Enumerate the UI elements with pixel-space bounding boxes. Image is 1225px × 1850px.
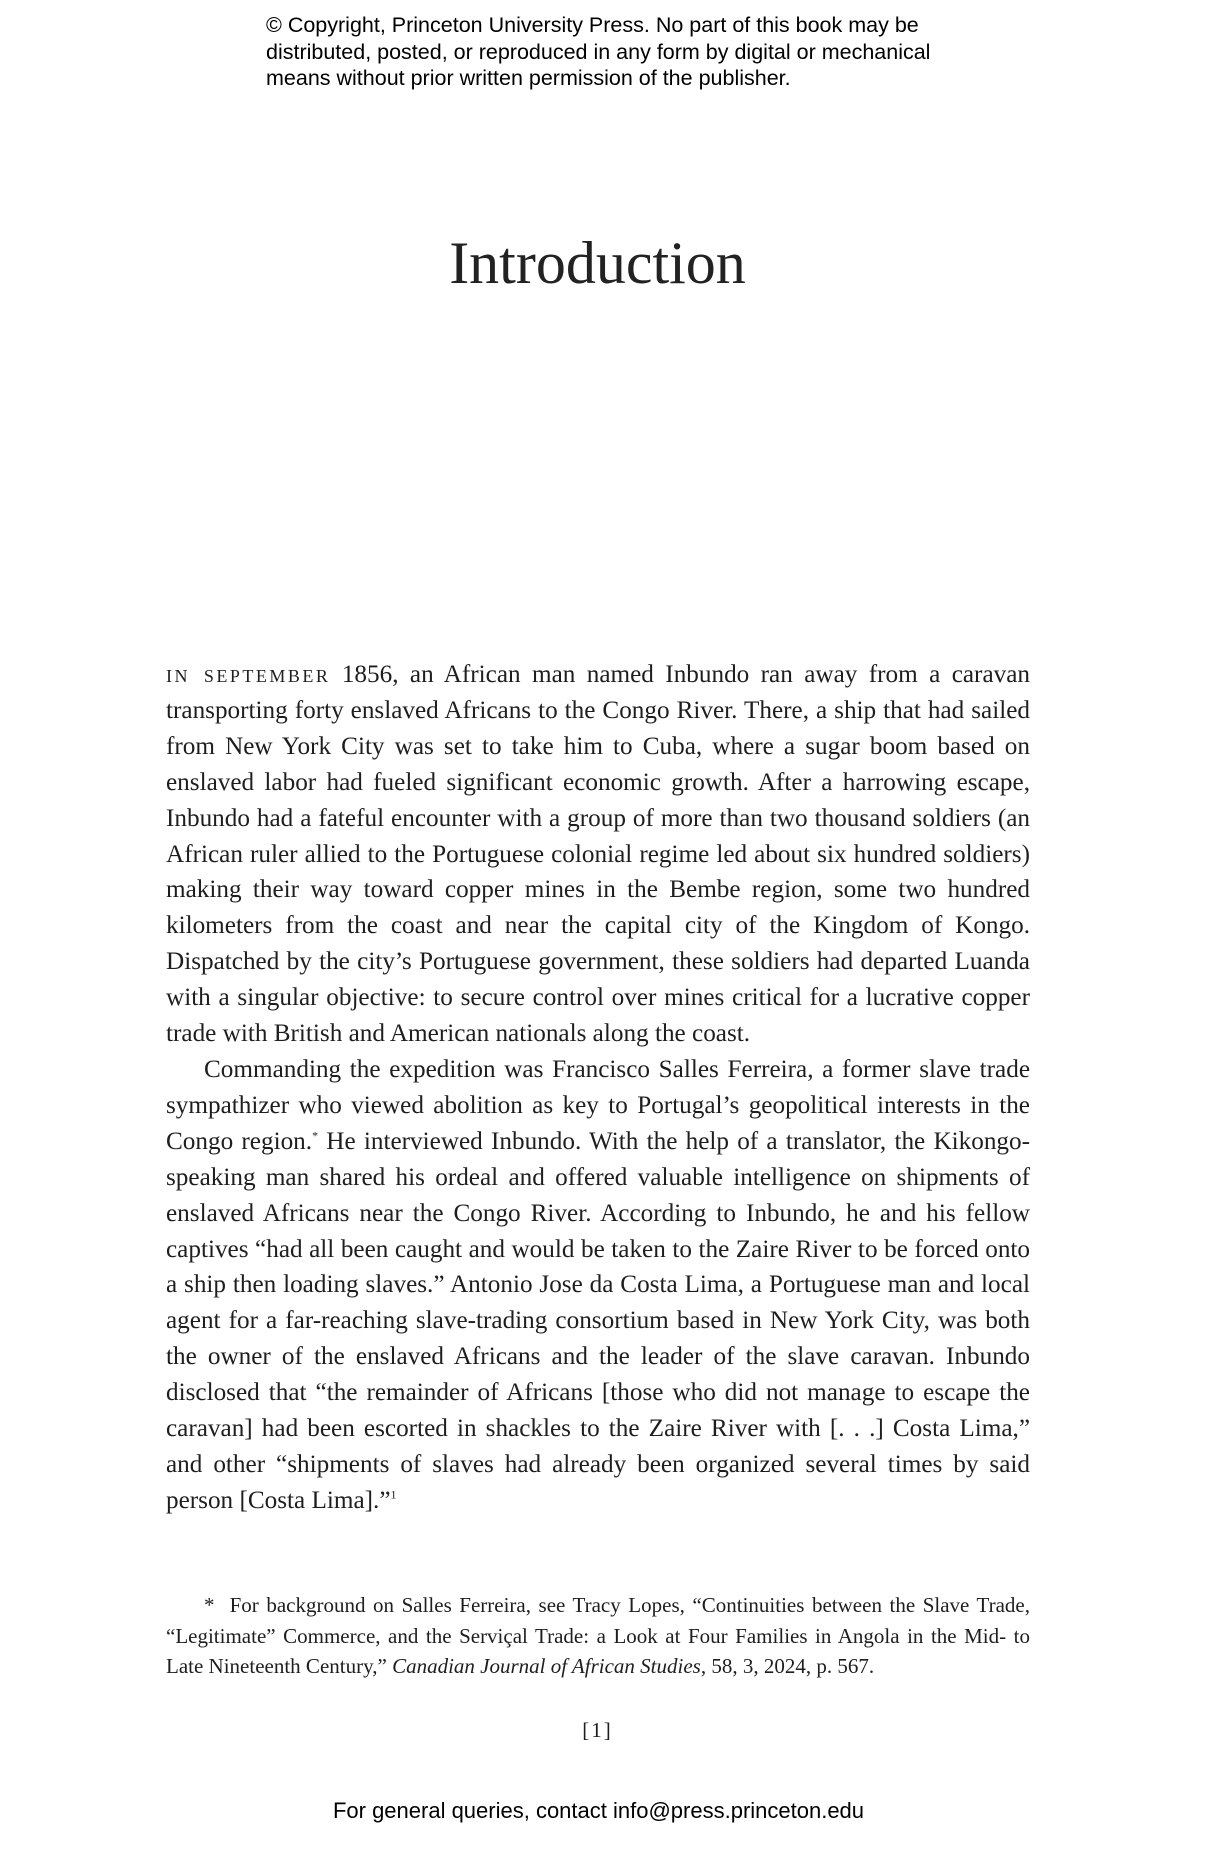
contact-text: For general queries, contact info@press.princeton.edu [332,1798,865,1823]
copyright-line: means without prior written permission of the publisher. [266,66,791,90]
footnote [166,1590,1030,1682]
copyright-notice [266,12,1026,92]
copyright-line: distributed, posted, or reproduced in any form by digital or mechanical [266,39,931,64]
paragraph-2-text-a: Commanding the expedition was Francisco Salles Ferreira, a former slave trade sympathizer who viewed abolition as key to Portugal’s geopolitical interests in the Congo region. [166,1055,1030,1155]
footnote-citation-end: , 58, 3, 2024, p. 567. [700,1654,875,1678]
paragraph-2-text-b: He interviewed Inbundo. With the help of a translator, the Kikongo-speaking man shared his ordeal and offered valuable intelligence on shipments of enslaved Africans near the Congo River. According to Inbundo, he and his fellow captives “had all been caught and would be taken to the Zaire River to be forced onto a ship then loading slaves.” Antonio Jose da Costa Lima, a Portuguese man and local agent for a far-reaching slave-trading consortium based in New York City, was both the owner of the enslaved Africans and the leader of the slave caravan. Inbundo disclosed that “the remainder of Africans [those who did not manage to escape the caravan] had been escorted in shackles to the Zaire River with [. . .] Costa Lima,” and other “shipments of slaves had already been organized several times by said person [Costa Lima].” [166,1127,1031,1514]
page-number: [1] [582,1718,613,1742]
chapter-title: Introduction [449,230,746,296]
paragraph-1 [166,657,1030,1052]
endnote-reference[interactable]: 1 [390,1487,397,1502]
body-text [166,657,1030,1519]
footnote-text [166,1590,1030,1682]
contact-footer [0,1797,1225,1825]
footnote-marker: * [204,1593,215,1617]
paragraph-2 [166,1052,1030,1519]
journal-title: Canadian Journal of African Studies [392,1654,701,1678]
paragraph-1-text: 1856, an African man named Inbundo ran away from a caravan transporting forty enslaved Africans to the Congo River. There, a ship that had sailed from New York City was set to take him to Cuba, where a sugar boom based on enslaved labor had fueled significant economic growth. After a harrowing escape, Inbundo had a fateful encounter with a group of more than two thousand soldiers (an African ruler allied to the Portuguese colonial regime led about six hundred soldiers) making their way toward copper mines in the Bembe region, some two hundred kilometers from the coast and near the capital city of the Kingdom of Kongo. Dispatched by the city’s Portuguese government, these soldiers had departed Luanda with a singular objective: to secure control over mines critical for a lucrative copper trade with British and American nationals along the coast. [166,661,1030,1048]
footnote-citation: For background on Salles Ferreira, see Tracy Lopes, “Continuities between the Slave Trade, “Legitimate” Commerce, and the Serviçal Trade: a Look at Four Families in Angola in the Mid- to Late Nineteenth Century,” [166,1593,1031,1678]
opening-small-caps: in september [166,661,331,688]
copyright-line: © Copyright, Princeton University Press. No part of this book may be [266,13,919,37]
footnote-reference[interactable]: * [312,1128,319,1143]
